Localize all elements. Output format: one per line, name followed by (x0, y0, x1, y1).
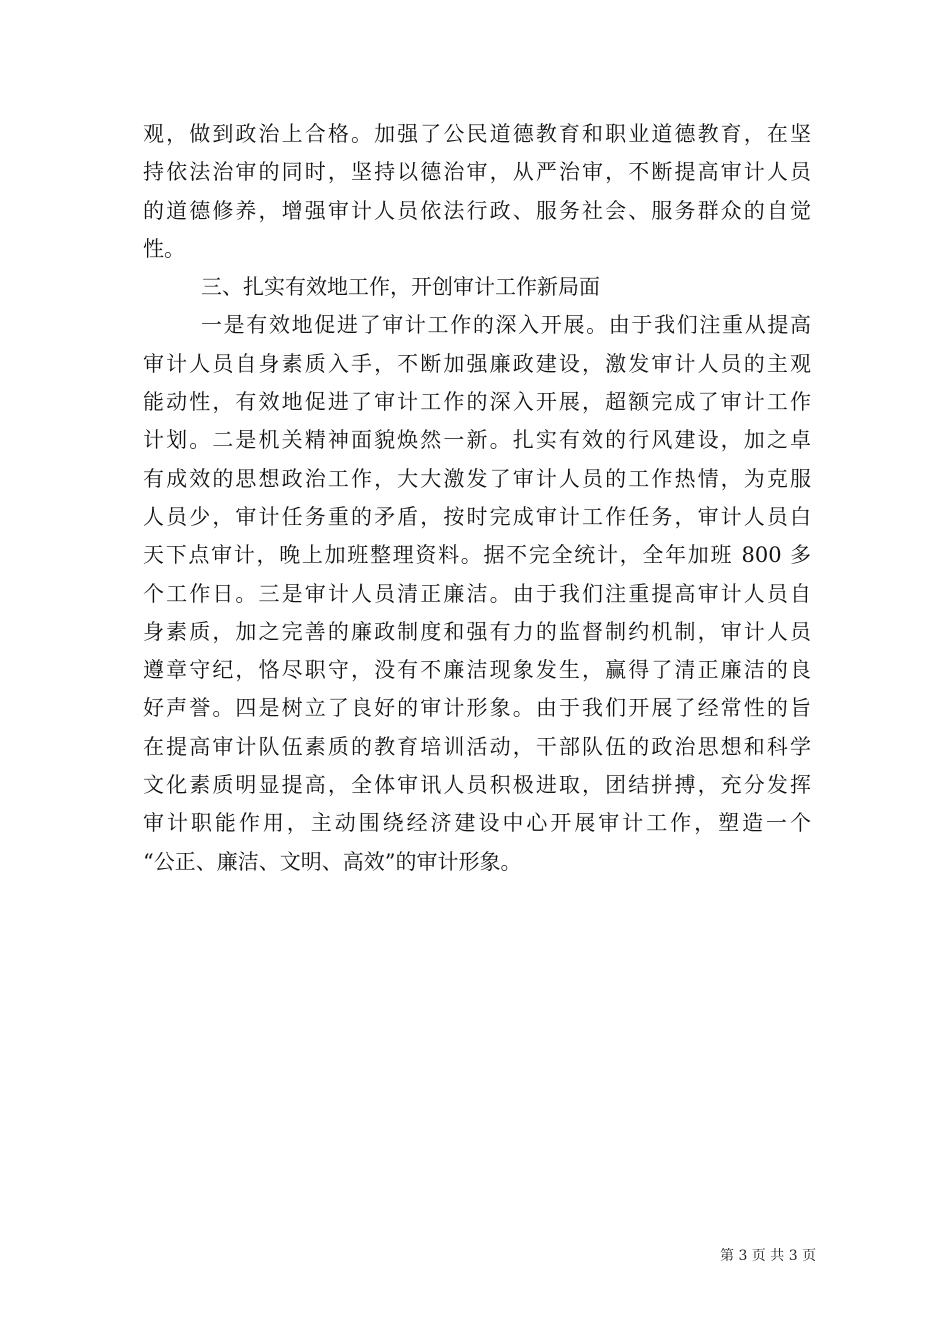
text-line: 有成效的思想政治工作，大大激发了审计人员的工作热情，为克服 (143, 466, 811, 491)
text-line: 持依法治审的同时，坚持以德治审，从严治审，不断提高审计人员 (143, 160, 811, 185)
page-number-footer: 第 3 页 共 3 页 (720, 1248, 817, 1264)
text-line: 一是有效地促进了审计工作的深入开展。由于我们注重从提高 (201, 313, 811, 338)
text-line: “公正、廉洁、文明、高效”的审计形象。 (143, 849, 522, 874)
text-line: 能动性，有效地促进了审计工作的深入开展，超额完成了审计工作 (143, 390, 811, 415)
document-body (143, 115, 811, 881)
text-line: 个工作日。三是审计人员清正廉洁。由于我们注重提高审计人员自 (143, 581, 811, 606)
text-line: 文化素质明显提高，全体审讯人员积极进取，团结拼搏，充分发挥 (143, 773, 811, 798)
text-line: 性。 (143, 236, 185, 261)
text-line: 人员少，审计任务重的矛盾，按时完成审计工作任务，审计人员白 (143, 504, 811, 529)
text-line: 审计人员自身素质入手，不断加强廉政建设，激发审计人员的主观 (143, 351, 811, 376)
text-line: 观，做到政治上合格。加强了公民道德教育和职业道德教育，在坚 (143, 122, 811, 146)
text-line: 天下点审计，晚上加班整理资料。据不完全统计，全年加班 800 多 (143, 543, 811, 568)
text-line: 遵章守纪，恪尽职守，没有不廉洁现象发生，赢得了清正廉洁的良 (143, 658, 811, 683)
text-line: 的道德修养，增强审计人员依法行政、服务社会、服务群众的自觉 (143, 198, 811, 223)
text-line: 在提高审计队伍素质的教育培训活动，干部队伍的政治思想和科学 (143, 734, 811, 759)
text-line: 身素质，加之完善的廉政制度和强有力的监督制约机制，审计人员 (143, 619, 811, 644)
text-line: 好声誉。四是树立了良好的审计形象。由于我们开展了经常性的旨 (143, 696, 811, 721)
section-heading: 三、扎实有效地工作，开创审计工作新局面 (201, 275, 600, 300)
text-line: 审计职能作用，主动围绕经济建设中心开展审计工作，塑造一个 (143, 811, 811, 836)
text-line: 计划。二是机关精神面貌焕然一新。扎实有效的行风建设，加之卓 (143, 428, 811, 453)
